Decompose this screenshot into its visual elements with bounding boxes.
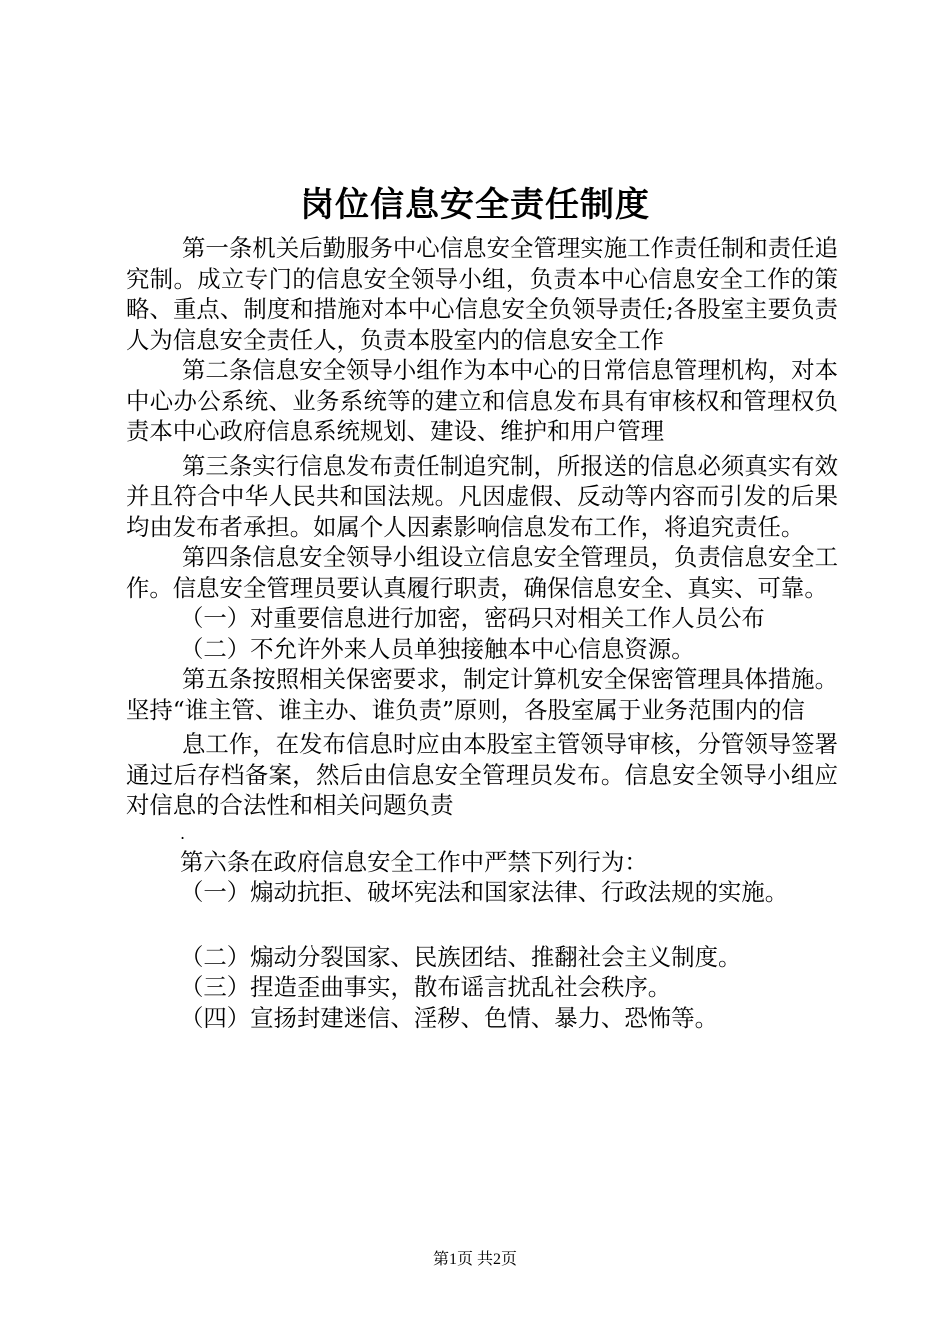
article-4-item-2: （二）不允许外来人员单独接触本中心信息资源。 xyxy=(180,634,695,663)
article-6-item-2: （二）煽动分裂国家、民族团结、推翻社会主义制度。 xyxy=(180,942,742,971)
article-4-item-1: （一）对重要信息进行加密，密码只对相关工作人员公布 xyxy=(180,604,765,632)
article-4: 第四条信息安全领导小组设立信息安全管理员，负责信息安全工作。信息安全管理员要认真履行职责，确保信息安全、真实、可靠。 xyxy=(126,543,838,602)
article-6-item-1: （一）煽动抗拒、破坏宪法和国家法律、行政法规的实施。 xyxy=(180,878,789,906)
article-6-item-3: （三）捏造歪曲事实，散布谣言扰乱社会秩序。 xyxy=(180,973,672,1001)
stray-dot: . xyxy=(180,823,186,843)
article-6: 第六条在政府信息安全工作中严禁下列行为： xyxy=(180,847,648,876)
article-2: 第二条信息安全领导小组作为本中心的日常信息管理机构，对本中心办公系统、业务系统等的建立和信息发布具有审核权和管理权负责本中心政府信息系统规划、建设、维护和用户管理 xyxy=(126,356,838,445)
article-5-continued: 息工作，在发布信息时应由本股室主管领导审核，分管领导签署通过后存档备案，然后由信息安全管理员发布。信息安全领导小组应对信息的合法性和相关问题负责 xyxy=(126,730,838,819)
article-5: 第五条按照相关保密要求，制定计算机安全保密管理具体措施。坚持“谁主管、谁主办、谁负责”原则，各股室属于业务范围内的信 xyxy=(126,665,838,724)
article-3: 第三条实行信息发布责任制追究制，所报送的信息必须真实有效并且符合中华人民共和国法规。凡因虚假、反动等内容而引发的后果均由发布者承担。如属个人因素影响信息发布工作，将追究责任。 xyxy=(126,451,838,541)
document-title: 岗位信息安全责任制度 xyxy=(300,185,650,225)
article-1: 第一条机关后勤服务中心信息安全管理实施工作责任制和责任追究制。成立专门的信息安全领导小组，负责本中心信息安全工作的策略、重点、制度和措施对本中心信息安全负领导责任;各股室主要负责人为信息安全责任人，负责本股室内的信息安全工作 xyxy=(126,234,838,354)
page-footer: 第1页 共2页 xyxy=(432,1251,517,1268)
article-6-item-4: （四）宣扬封建迷信、淫秽、色情、暴力、恐怖等。 xyxy=(180,1003,718,1032)
document-body xyxy=(126,233,838,1033)
